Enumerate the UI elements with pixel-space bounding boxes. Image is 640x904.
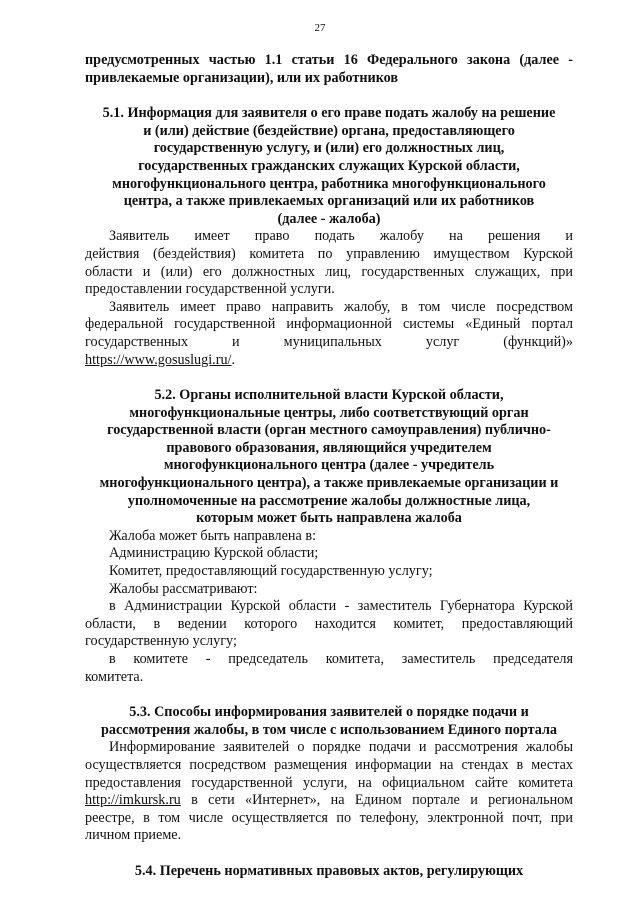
intro-line-1: предусмотренных частью 1.1 статьи 16 Федерального закона (далее -: [85, 52, 573, 68]
s52-line-2: Администрацию Курской области;: [109, 545, 319, 562]
s51-p1-line: области и (или) его должностных лиц, государственных служащих, при: [85, 263, 573, 280]
s51-p2-line: Заявитель имеет право направить жалобу, в том числе посредством: [109, 298, 573, 315]
s51-title-line: государственную услугу, и (или) его должностных лиц,: [153, 140, 505, 157]
page-content: [85, 52, 573, 881]
page-number: 27: [314, 22, 326, 34]
s53-title-line: рассмотрения жалобы, в том числе с использованием Единого портала: [100, 721, 557, 738]
section-5-1-title: [85, 105, 573, 228]
s51-p2-line: федеральной государственной информационной системы «Единый портал: [85, 316, 573, 333]
s51-p1-line: предоставлении государственной услуги.: [85, 281, 335, 298]
section-5-2-body: [85, 528, 573, 686]
s53-line: предоставления государственной услуги, на официальном сайте комитета: [85, 774, 573, 791]
s52-title-line: многофункционального центра (далее - учредитель: [163, 457, 495, 474]
s53-line: осуществляется посредством размещения информации на стендах в местах: [85, 756, 573, 773]
s52-title-line: правового образования, являющийся учредителем: [166, 439, 492, 456]
section-5-2-title: [85, 387, 573, 528]
s51-p2-line: государственных и муниципальных услуг (функций)»: [85, 333, 573, 350]
s51-title-line: 5.1. Информация для заявителя о его праве подать жалобу на решение: [102, 105, 556, 122]
s54-title-line: 5.4. Перечень нормативных правовых актов, регулирующих: [134, 862, 524, 879]
s52-line-4: Жалобы рассматривают:: [109, 580, 258, 597]
s52-title-line: уполномоченные на рассмотрение жалобы должностные лица,: [127, 492, 531, 509]
s51-p2-last-line: [85, 352, 573, 370]
s53-line: личном приеме.: [85, 827, 182, 844]
s53-link-line: [85, 792, 573, 810]
s52-title-line: многофункциональные центры, либо соответствующий орган: [129, 404, 529, 421]
s52-title-line: многофункционального центра), а также привлекаемые организации и: [99, 475, 559, 492]
s51-title-line: (далее - жалоба): [277, 210, 381, 227]
s52-p6-line: в комитете - председатель комитета, заместитель председателя: [109, 651, 573, 667]
s51-p1-line: действия (бездействия) комитета по управлению имуществом Курской: [85, 245, 573, 262]
s52-p5-line: области, в ведении которого находится комитет, предоставляющий: [85, 615, 573, 632]
section-5-1-paragraph-2: [85, 299, 573, 369]
intro-line-2: привлекаемые организации), или их работников: [85, 69, 399, 86]
intro-text: [85, 52, 573, 87]
s51-title-line: многофункционального центра, работника многофункционального: [112, 175, 546, 192]
s51-title-line: центра, а также привлекаемых организаций или их работников: [123, 193, 535, 210]
section-5-1-paragraph-1: [85, 228, 573, 298]
s52-line-1: Жалоба может быть направлена в:: [109, 527, 317, 544]
s52-p5-line: государственную услугу;: [85, 633, 237, 650]
s53-link-tail: в сети «Интернет», на Едином портале и региональном: [180, 792, 573, 809]
s52-p6-line: комитета.: [85, 668, 144, 685]
s52-line-3: Комитет, предоставляющий государственную услугу;: [109, 563, 433, 580]
s53-title-line: 5.3. Способы информирования заявителей о порядке подачи и: [129, 704, 529, 721]
s51-p1-line: Заявитель имеет право подать жалобу на решения и: [109, 228, 573, 245]
section-5-3-title: [85, 704, 573, 739]
section-5-4-title: [85, 863, 573, 881]
s53-line: Информирование заявителей о порядке подачи и рассмотрения жалобы: [109, 739, 573, 756]
s51-title-line: государственных гражданских служащих Курской области,: [138, 157, 520, 174]
s52-title-line: государственной власти (орган местного самоуправления) публично-: [107, 422, 551, 439]
s52-p5-line: в Администрации Курской области - заместитель Губернатора Курской: [109, 598, 573, 615]
s53-line: реестре, в том числе осуществляется по телефону, электронной почт, при: [85, 809, 573, 826]
imkursk-link[interactable]: http://imkursk.ru: [85, 792, 181, 809]
s51-title-line: и (или) действие (бездействие) органа, предоставляющего: [143, 122, 515, 139]
s52-title-line: которым может быть направлена жалоба: [196, 510, 462, 527]
s51-p2-tail: .: [231, 351, 236, 368]
s52-title-line: 5.2. Органы исполнительной власти Курской области,: [154, 387, 504, 404]
gosuslugi-link[interactable]: https://www.gosuslugi.ru/: [85, 351, 232, 368]
section-5-3-body: [85, 739, 573, 845]
